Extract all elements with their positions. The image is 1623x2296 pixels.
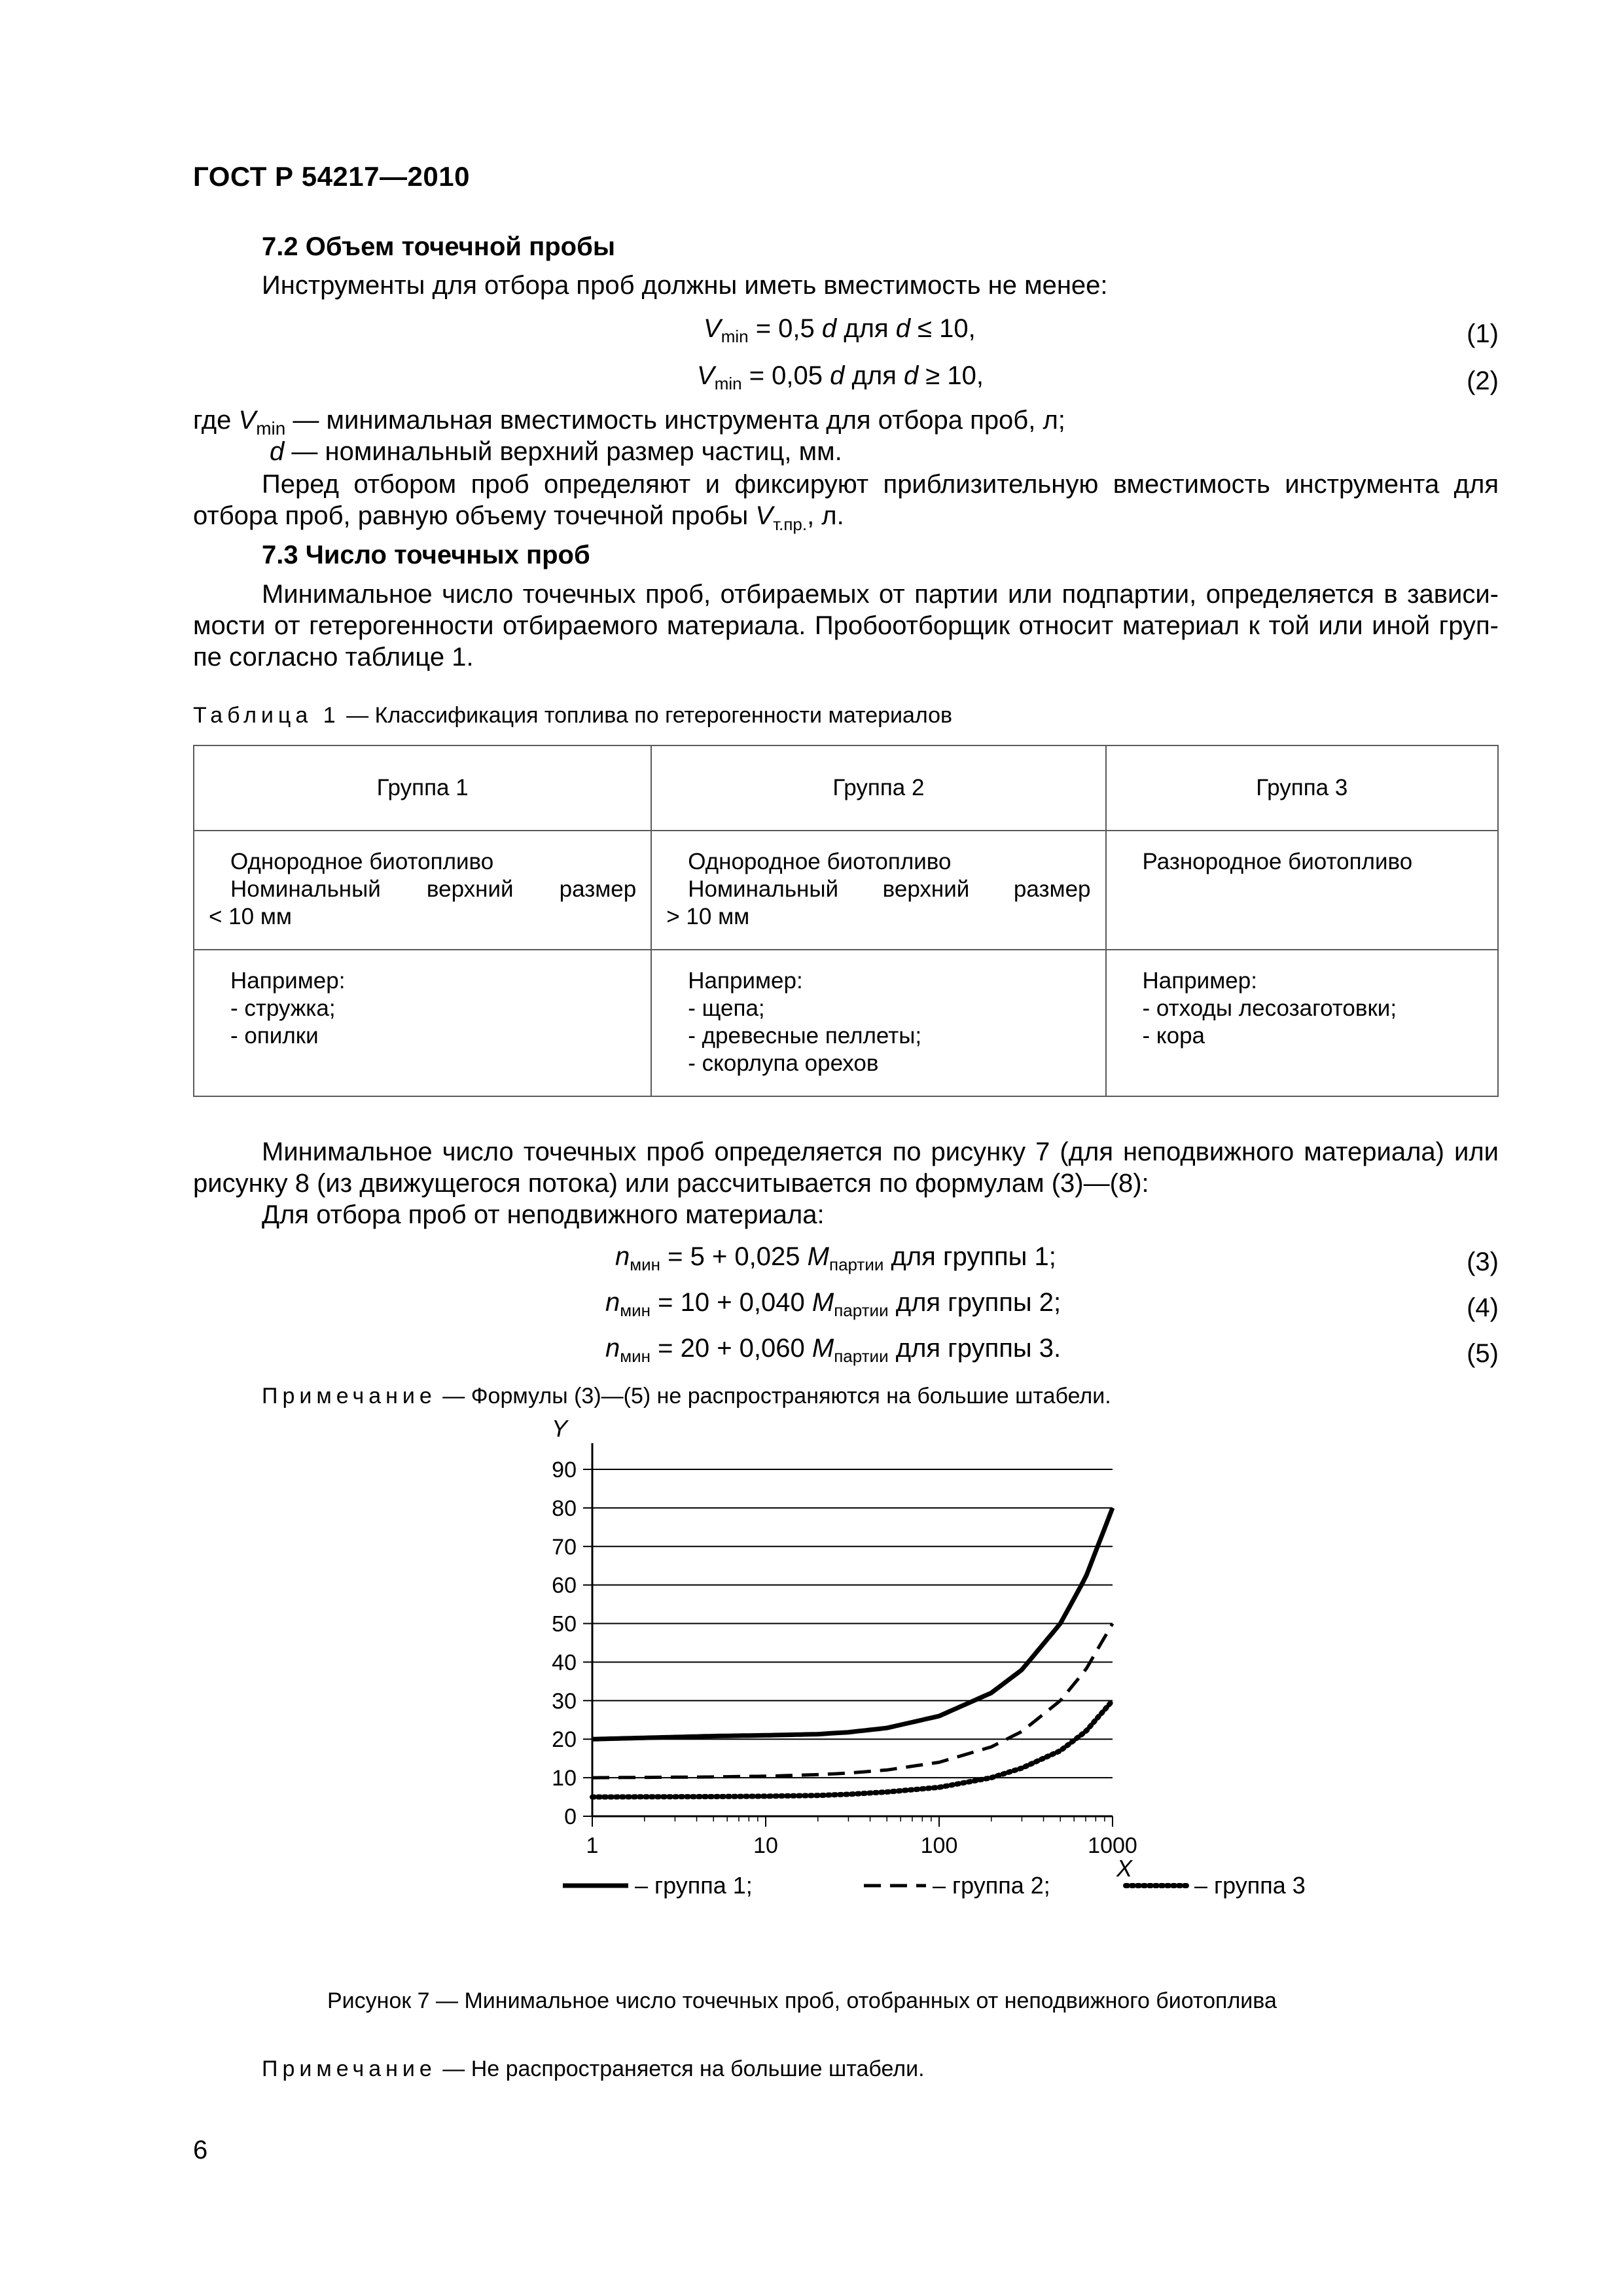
equation-number-2: (2) [1467,367,1499,395]
document-code: ГОСТ Р 54217—2010 [193,161,470,192]
table-header-group-3: Группа 3 [1106,745,1498,831]
x-tick-label-10: 10 [753,1833,778,1858]
y-tick-label-80: 80 [552,1496,577,1521]
note-2: Примечание — Не распространяется на большие штабели. [262,2056,925,2081]
x-tick-label-1: 1 [586,1833,599,1858]
section-7-2-title: 7.2 Объем точечной пробы [262,232,615,261]
table-cell-group-1-examples: Например: - стружка; - опилки [194,950,651,1096]
y-tick-label-90: 90 [552,1458,577,1482]
chart-legend [563,1872,1306,1899]
page-number: 6 [193,2136,208,2164]
table-cell-group-2-type: Однородное биотопливо Номинальный верхний размер > 10 мм [651,831,1105,950]
y-tick-label-40: 40 [552,1650,577,1676]
after-table-line3: Для отбора проб от неподвижного материала: [262,1200,825,1229]
equation-number-5: (5) [1467,1339,1499,1368]
y-tick-label-50: 50 [552,1611,577,1637]
legend-label-3: – группа 3 [1194,1872,1306,1899]
where-d: d — номинальный верхний размер частиц, мм. [270,437,842,466]
formula-5: $n_{мин} = 20 + 0,060$ $M_{партии}$ для группы 3. [605,1334,1061,1366]
section-7-2-intro: Инструменты для отбора проб должны иметь вместимость не менее: [262,271,1108,300]
equation-number-1: (1) [1467,319,1499,348]
section-7-3-line2: мости от гетерогенности отбираемого материала. Пробоотборщик относит материал к той или иной груп- [193,611,1499,640]
series-line-3 [592,1700,1113,1797]
x-tick-label-100: 100 [920,1833,958,1858]
formula-1: $V_{min} = 0,5$ d для d ≤ 10, [704,314,976,346]
chart-series [592,1508,1113,1797]
y-tick-label-20: 20 [552,1727,577,1753]
formula-2: $V_{min} = 0,05$ d для d ≥ 10, [697,361,984,393]
note-1: Примечание — Формулы (3)—(5) не распространяются на большие штабели. [262,1384,1111,1408]
legend-label-1: – группа 1; [635,1872,753,1899]
where-v-min: где $V_{min}$ — минимальная вместимость инструмента для отбора проб, л; [193,406,1065,439]
after-table-line1: Минимальное число точечных проб определяется по рисунку 7 (для неподвижного материала) или [262,1138,1499,1166]
table-cell-group-2-examples: Например: - щепа; - древесные пеллеты; - скорлупа орехов [651,950,1105,1096]
table-cell-group-3-type: Разнородное биотопливо [1106,831,1498,950]
table-header-group-2: Группа 2 [651,745,1105,831]
legend-label-2: – группа 2; [933,1872,1050,1899]
y-axis-label: Y [551,1415,568,1442]
table-cell-group-1-type: Однородное биотопливо Номинальный верхний размер < 10 мм [194,831,651,950]
y-tick-label-60: 60 [552,1573,577,1598]
table-cell-group-3-examples: Например: - отходы лесозаготовки; - кора [1106,950,1498,1096]
chart-axes [552,1415,1137,1882]
table-header-group-1: Группа 1 [194,745,651,831]
section-7-3-line3: пе согласно таблице 1. [193,643,474,672]
equation-number-3: (3) [1467,1247,1499,1276]
table-1-caption: Таблица 1 — Классификация топлива по гетерогенности материалов [193,703,953,728]
section-7-3-title: 7.3 Число точечных проб [262,541,590,569]
y-tick-label-30: 30 [552,1689,577,1714]
y-tick-label-70: 70 [552,1534,577,1560]
formula-3: $n_{мин} = 5 + 0,025$ $M_{партии}$ для группы 1; [615,1242,1056,1274]
y-tick-label-0: 0 [564,1804,577,1829]
after-table-line2: рисунку 8 (из движущегося потока) или рассчитывается по формулам (3)—(8): [193,1169,1149,1198]
figure-7-caption: Рисунок 7 — Минимальное число точечных проб, отобранных от неподвижного биотоплива [327,1988,1277,2013]
section-7-3-line1: Минимальное число точечных проб, отбираемых от партии или подпартии, определяется в зависи- [262,580,1499,609]
formula-4: $n_{мин} = 10 + 0,040$ $M_{партии}$ для группы 2; [605,1288,1061,1320]
x-axis-label: X [1116,1855,1133,1882]
x-tick-label-1000: 1000 [1088,1833,1137,1858]
section-7-2-paragraph-line1: Перед отбором проб определяют и фиксируют приблизительную вместимость инструмента для [262,470,1499,499]
section-7-2-paragraph-line2: отбора проб, равную объему точечной пробы $V_{т.пр.}$, л. [193,501,844,534]
y-tick-label-10: 10 [552,1766,577,1791]
equation-number-4: (4) [1467,1293,1499,1322]
